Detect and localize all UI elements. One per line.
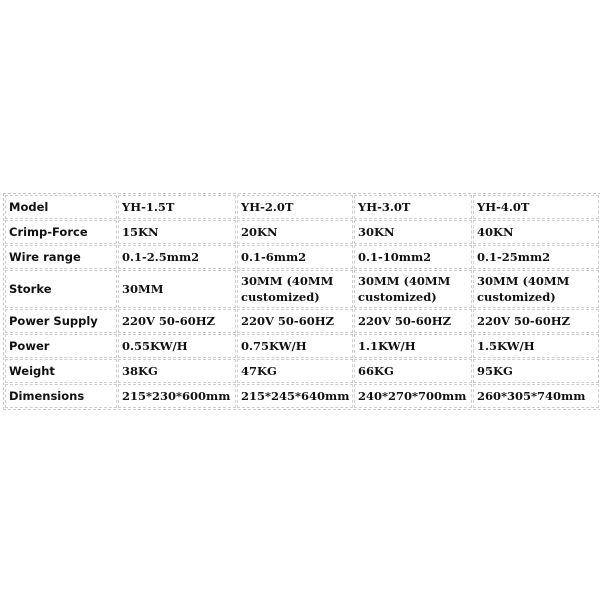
- table-cell: 20KN: [237, 220, 353, 244]
- table-cell: 30MM: [118, 270, 236, 308]
- table-cell: 0.1-2.5mm2: [118, 245, 236, 269]
- table-row-power: [5, 334, 599, 358]
- header-cell-yh-2-0t: YH-2.0T: [237, 195, 353, 219]
- table-cell: 95KG: [473, 359, 599, 383]
- table-cell: 40KN: [473, 220, 599, 244]
- table-cell: 47KG: [237, 359, 353, 383]
- spec-table: [3, 193, 600, 410]
- table-header-row: [5, 195, 599, 219]
- table-row-storke: [5, 270, 599, 308]
- row-label: Wire range: [5, 245, 117, 269]
- table-cell: 215*230*600mm: [118, 384, 236, 408]
- table-row-weight: [5, 359, 599, 383]
- table-cell: 0.1-10mm2: [354, 245, 472, 269]
- table-cell: 215*245*640mm: [237, 384, 353, 408]
- row-label: Storke: [5, 270, 117, 308]
- table-cell: 220V 50-60HZ: [237, 309, 353, 333]
- row-label: Crimp-Force: [5, 220, 117, 244]
- table-cell: 220V 50-60HZ: [118, 309, 236, 333]
- row-label: Dimensions: [5, 384, 117, 408]
- table-cell: 220V 50-60HZ: [473, 309, 599, 333]
- table-cell: 1.5KW/H: [473, 334, 599, 358]
- header-cell-yh-1-5t: YH-1.5T: [118, 195, 236, 219]
- table-cell: 30MM (40MM customized): [237, 270, 353, 308]
- table-cell: 38KG: [118, 359, 236, 383]
- row-label: Power Supply: [5, 309, 117, 333]
- row-label: Power: [5, 334, 117, 358]
- header-cell-yh-4-0t: YH-4.0T: [473, 195, 599, 219]
- table-cell: 220V 50-60HZ: [354, 309, 472, 333]
- table-cell: 30MM (40MM customized): [473, 270, 599, 308]
- table-row-power-supply: [5, 309, 599, 333]
- header-cell-model: Model: [5, 195, 117, 219]
- table-cell: 30MM (40MM customized): [354, 270, 472, 308]
- table-cell: 0.1-6mm2: [237, 245, 353, 269]
- table-row-dimensions: [5, 384, 599, 408]
- table-cell: 260*305*740mm: [473, 384, 599, 408]
- table-cell: 0.75KW/H: [237, 334, 353, 358]
- table-cell: 0.55KW/H: [118, 334, 236, 358]
- row-label: Weight: [5, 359, 117, 383]
- table-cell: 15KN: [118, 220, 236, 244]
- table-cell: 30KN: [354, 220, 472, 244]
- table-cell: 0.1-25mm2: [473, 245, 599, 269]
- table-row-wire-range: [5, 245, 599, 269]
- header-cell-yh-3-0t: YH-3.0T: [354, 195, 472, 219]
- table-cell: 66KG: [354, 359, 472, 383]
- table-cell: 240*270*700mm: [354, 384, 472, 408]
- table-cell: 1.1KW/H: [354, 334, 472, 358]
- table-row-crimp-force: [5, 220, 599, 244]
